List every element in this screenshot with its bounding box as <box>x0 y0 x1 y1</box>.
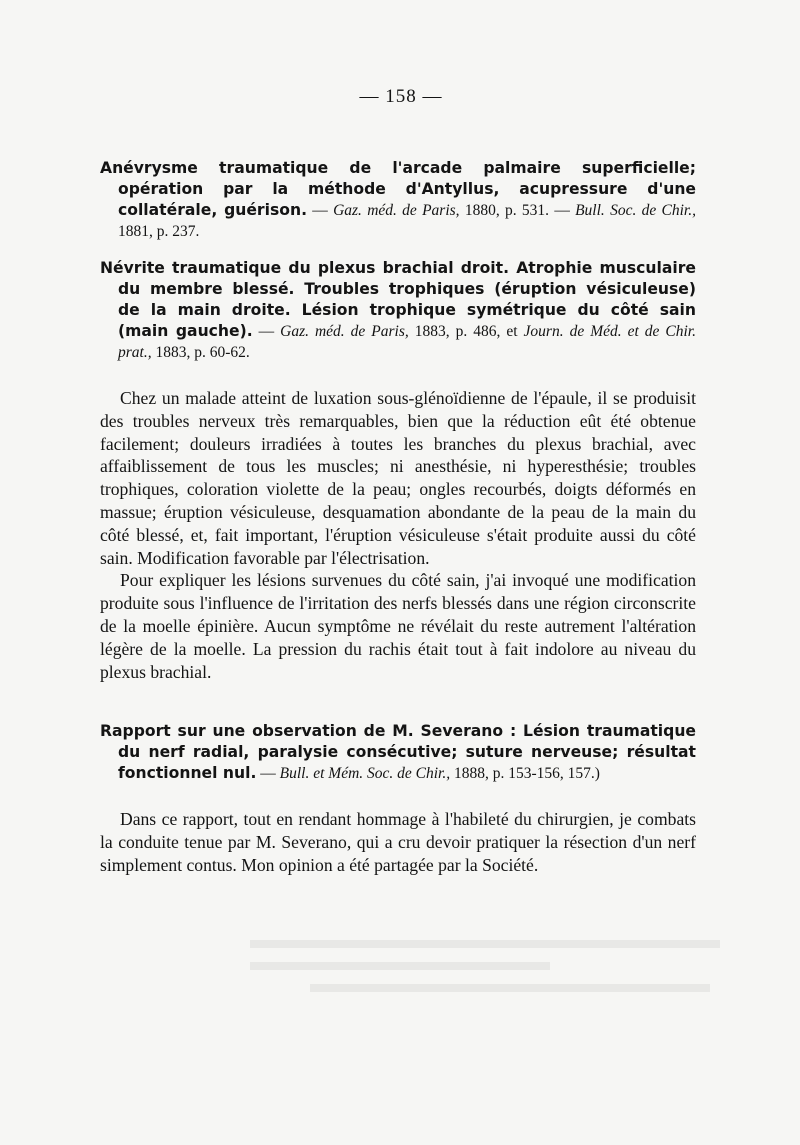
entry-title: Névrite traumatique du plexus brachial droit. Atrophie musculaire du membre blessé. Troubles trophiques (éruption vésiculeuse) de la main droite. Lésion trophique symétrique du côté sain (main gauche). <box>100 259 696 340</box>
entry-heading <box>100 258 696 363</box>
bibliography-entry-2 <box>100 258 696 363</box>
bibliography-entry-3 <box>100 721 696 784</box>
journal-name: Gaz. méd. de Paris, <box>333 202 460 219</box>
entry-reference: — Gaz. méd. de Paris, 1880, p. 531. — Bull. Soc. de Chir., 1881, p. 237. <box>118 202 696 240</box>
bibliography-entry-1 <box>100 158 696 242</box>
journal-name: Gaz. méd. de Paris, <box>280 323 409 340</box>
journal-name: Bull. et Mém. Soc. de Chir., <box>279 765 451 783</box>
bleed-through-shadow <box>250 930 720 1050</box>
entry-title: Rapport sur une observation de M. Severano : Lésion traumatique du nerf radial, paralysie consécutive; suture nerveuse; résultat fonctionnel nul. <box>100 722 696 783</box>
page-number: — 158 — <box>359 86 443 107</box>
entry-heading <box>100 158 696 242</box>
body-paragraph: Chez un malade atteint de luxation sous-glénoïdienne de l'épaule, il se produisit des troubles nerveux très remarquables, bien que la réduction eût été obtenue facilement; douleurs irradiées à toutes les branches du plexus brachial, avec affaiblissement de tous les muscles; ni anesthésie, ni hyperesthésie; troubles trophiques, coloration violette de la peau; ongles recourbés, doigts déformés en massue; éruption vésiculeuse, desquamation abondante de la peau de la main du côté blessé, et, fait important, l'éruption vésiculeuse s'était produite aussi du côté sain. Modification favorable par l'électrisation. <box>100 388 696 568</box>
entry-title: Anévrysme traumatique de l'arcade palmaire superficielle; opération par la méthode d'Antyllus, acupressure d'une collatérale, guérison. <box>100 159 696 219</box>
entry-reference: — Gaz. méd. de Paris, 1883, p. 486, et Journ. de Méd. et de Chir. prat., 1883, p. 60-62. <box>118 323 696 361</box>
journal-name: Journ. de Méd. et de Chir. prat., <box>118 323 696 361</box>
body-paragraph: Dans ce rapport, tout en rendant hommage à l'habileté du chirurgien, je combats la conduite tenue par M. Severano, qui a cru devoir pratiquer la résection d'un nerf simplement contus. Mon opinion a été partagée par la Société. <box>100 809 696 875</box>
entry-reference: — Bull. et Mém. Soc. de Chir., 1888, p. 153-156, 157.) <box>256 765 600 783</box>
body-paragraph: Pour expliquer les lésions survenues du côté sain, j'ai invoqué une modification produite sous l'influence de l'irritation des nerfs blessés dans une région circonscrite de la moelle épinière. Aucun symptôme ne révélait du reste autrement l'altération légère de la moelle. La pression du rachis était tout à fait indolore au niveau du plexus brachial. <box>100 570 696 682</box>
journal-name: Bull. Soc. de Chir., <box>575 202 696 219</box>
entry-heading <box>100 721 696 784</box>
